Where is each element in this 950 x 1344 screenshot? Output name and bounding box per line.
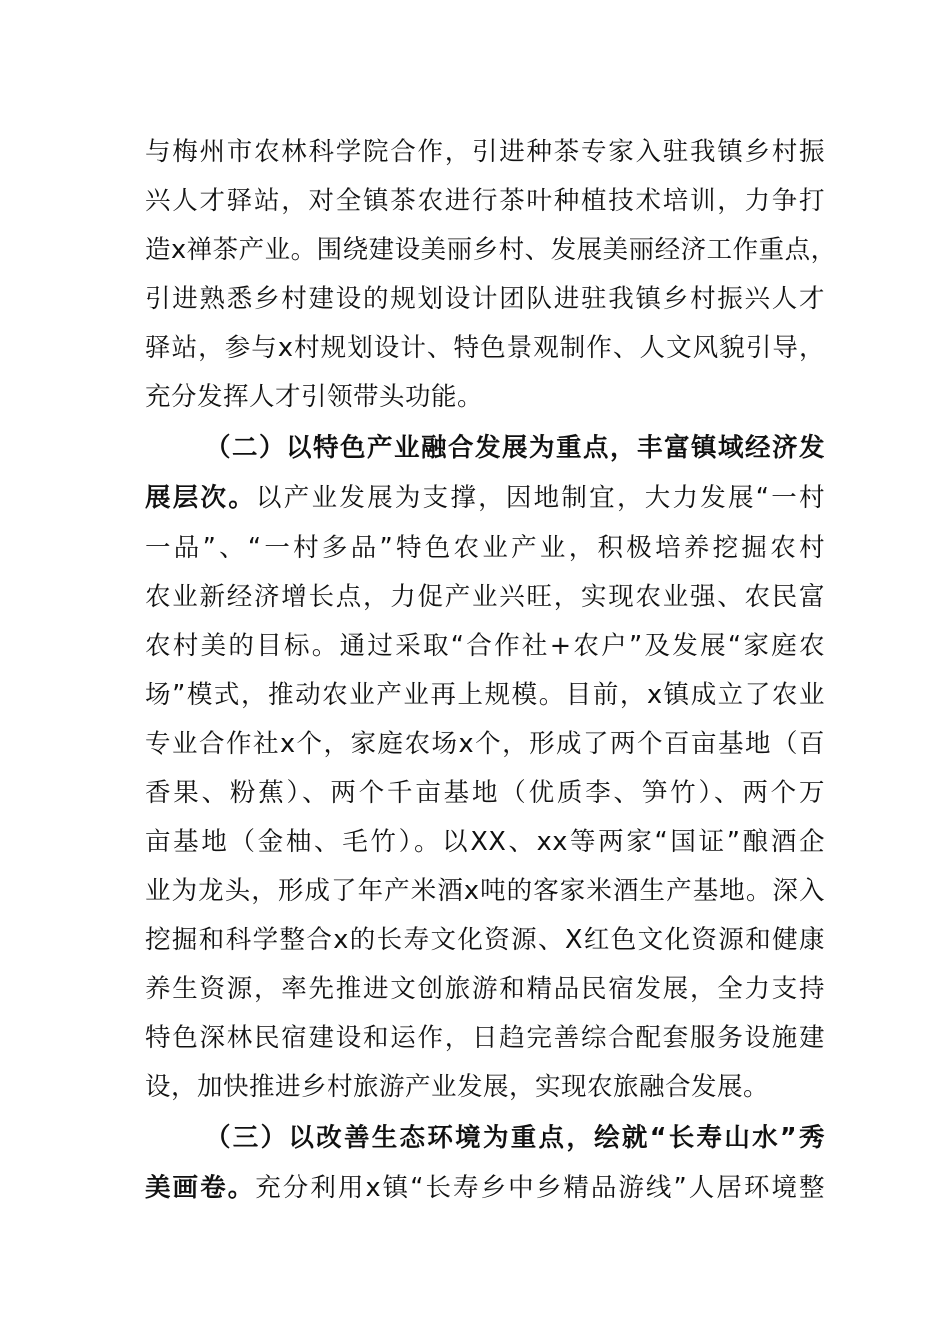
paragraph-2-line-10: 养生资源，率先推进文创旅游和精品民宿发展，全力支持 <box>145 974 825 1004</box>
paragraph-2-line-4: 场”模式，推动农业产业再上规模。目前，x镇成立了农业 <box>145 680 825 710</box>
paragraph-1-line-5: 驿站，参与x村规划设计、特色景观制作、人文风貌引导， <box>145 333 825 363</box>
paragraph-1-line-2: 兴人才驿站，对全镇茶农进行茶叶种植技术培训，力争打 <box>145 186 825 216</box>
paragraph-3-heading-line-2 <box>145 1168 825 1208</box>
paragraph-2-line-1: 一品”、“一村多品”特色农业产业，积极培养挖掘农村 <box>145 533 825 563</box>
paragraph-2-line-9: 挖掘和科学整合x的长寿文化资源、X红色文化资源和健康 <box>145 925 825 955</box>
paragraph-2-line-12: 设，加快推进乡村旅游产业发展，实现农旅融合发展。 <box>145 1072 770 1102</box>
paragraph-2-heading-rest: 以产业发展为支撑，因地制宜，大力发展“一村 <box>256 483 825 513</box>
paragraph-2-line-2: 农业新经济增长点，力促产业兴旺，实现农业强、农民富 <box>145 582 825 612</box>
paragraph-2-line-8: 业为龙头，形成了年产米酒x吨的客家米酒生产基地。深入 <box>145 876 825 906</box>
paragraph-2-line-7: 亩基地（金柚、毛竹）。以XX、xx等两家“国证”酿酒企 <box>145 827 825 857</box>
paragraph-2-line-3: 农村美的目标。通过采取“合作社+农户”及发展“家庭农 <box>145 631 825 661</box>
paragraph-2-heading-line-2 <box>145 478 825 518</box>
paragraph-1-line-6: 充分发挥人才引领带头功能。 <box>145 382 484 412</box>
paragraph-2-heading-line-1: （二）以特色产业融合发展为重点，丰富镇域经济发 <box>205 433 825 463</box>
paragraph-3-heading-line-1: （三）以改善生态环境为重点，绘就“长寿山水”秀 <box>205 1123 825 1153</box>
paragraph-1-line-4: 引进熟悉乡村建设的规划设计团队进驻我镇乡村振兴人才 <box>145 284 825 314</box>
paragraph-1-line-1: 与梅州市农林科学院合作，引进种茶专家入驻我镇乡村振 <box>145 137 825 167</box>
paragraph-2-line-5: 专业合作社x个，家庭农场x个，形成了两个百亩基地（百 <box>145 729 825 759</box>
paragraph-3-heading-rest: 充分利用x镇“长寿乡中乡精品游线”人居环境整 <box>255 1173 825 1203</box>
paragraph-1-line-3: 造x禅茶产业。围绕建设美丽乡村、发展美丽经济工作重点， <box>145 235 837 265</box>
paragraph-2-heading-bold: 展层次。 <box>145 483 257 513</box>
paragraph-2-line-11: 特色深林民宿建设和运作，日趋完善综合配套服务设施建 <box>145 1023 825 1053</box>
paragraph-3-heading-bold: 美画卷。 <box>145 1173 256 1203</box>
paragraph-2-line-6: 香果、粉蕉）、两个千亩基地（优质李、笋竹）、两个万 <box>145 778 825 808</box>
